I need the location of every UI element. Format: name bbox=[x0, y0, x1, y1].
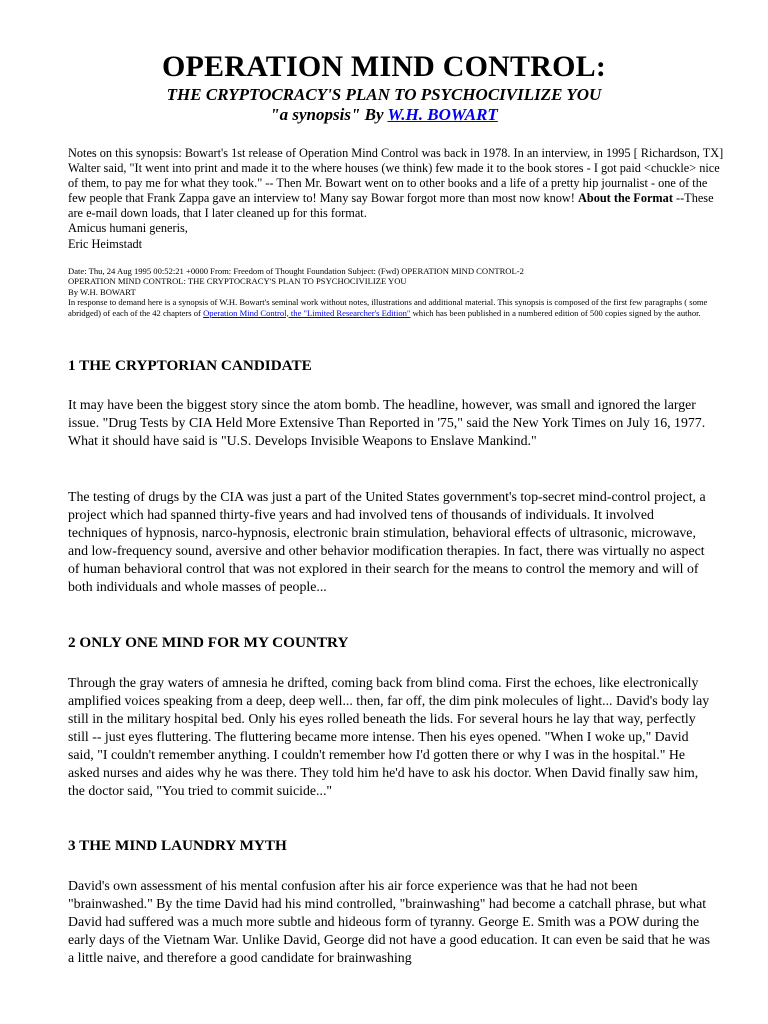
chapter-1-paragraph-2: The testing of drugs by the CIA was just a part of the United States government's top-secret mind-control project, a project which had spanned thirty-five years and had involved tens of thousands of individuals. It involved techniques of hypnosis, narco-hypnosis, electronic brain stimulation, behavioral effects of ultrasonic, microwave, and low-frequency sound, aversive and other behavior modification therapies. In fact, there was virtually no aspect of human behavioral control that was not explored in their search for the means to control the memory and will of both individuals and whole masses of people... bbox=[68, 489, 706, 594]
email-header bbox=[68, 266, 728, 318]
document-subtitle: THE CRYPTOCRACY'S PLAN TO PSYCHOCIVILIZE YOU bbox=[166, 85, 602, 104]
author-link[interactable]: W.H. BOWART bbox=[387, 105, 498, 124]
notes-closing: Amicus humani generis, bbox=[68, 221, 188, 236]
intro-text-end: which has been published in a numbered edition of 500 copies signed by the author. bbox=[410, 307, 701, 318]
about-format-text: --These are e-mail down loads, that I later cleaned up for this format. bbox=[68, 191, 714, 221]
chapter-2-heading: 2 ONLY ONE MIND FOR MY COUNTRY bbox=[68, 634, 349, 651]
intro-text: In response to demand here is a synopsis of W.H. Bowart's seminal work without notes, illustrations and additional material. This synopsis is composed of the first few paragraphs ( some abridged) of each of the 42 chapters of bbox=[68, 297, 708, 318]
synopsis-prefix: "a synopsis" By bbox=[270, 105, 388, 124]
chapter-3-paragraph-1: David's own assessment of his mental confusion after his air force experience was that he had not been "brainwashed." By the time David had his mind controlled, "brainwashing" had become a catchall phrase, but what David had suffered was a much more subtle and hideous form of tyranny. George E. Smith was a POW during the early days of the Vietnam War. Unlike David, George did not have a good education. It can even be said that he was a little naive, and therefore a good candidate for brainwashing bbox=[68, 878, 710, 965]
synopsis-notes bbox=[68, 146, 728, 252]
email-header-line: Date: Thu, 24 Aug 1995 00:52:21 +0000 From: Freedom of Thought Foundation Subject: (Fwd) OPERATION MIND CONTROL-2 bbox=[68, 266, 524, 276]
notes-signature: Eric Heimstadt bbox=[68, 236, 143, 251]
email-header-intro bbox=[68, 297, 728, 318]
about-format-label: About the Format bbox=[577, 191, 673, 206]
chapter-1-heading: 1 THE CRYPTORIAN CANDIDATE bbox=[68, 357, 312, 374]
chapter-1-paragraph-1: It may have been the biggest story since the atom bomb. The headline, however, was small and ignored the larger issue. "Drug Tests by CIA Held More Extensive Than Reported in '75," said the New York Times on July 16, 1977. What it should have said is "U.S. Develops Invisible Weapons to Enslave Mankind." bbox=[68, 397, 706, 448]
notes-text: Notes on this synopsis: Bowart's 1st release of Operation Mind Control was back in 1978. In an interview, in 1995 [ Richardson, TX] Walter said, "It went into print and made it to the where houses (we think) few made it to the book stores - I got paid <chuckle> nice of them, to pay me for what they took." -- Then Mr. Bowart went on to other books and a life of a pretty hip journalist - one of the few people that Frank Zappa gave an interview to! Many say Bowar forgot more than most now know! bbox=[68, 146, 724, 206]
synopsis-byline bbox=[0, 105, 768, 125]
email-header-line: By W.H. BOWART bbox=[68, 286, 136, 297]
limited-edition-link[interactable]: Operation Mind Control, the "Limited Researcher's Edition" bbox=[203, 307, 411, 318]
chapter-3-heading: 3 THE MIND LAUNDRY MYTH bbox=[68, 837, 287, 854]
document-title: OPERATION MIND CONTROL: bbox=[161, 50, 607, 83]
notes-paragraph bbox=[68, 146, 728, 221]
email-header-line: OPERATION MIND CONTROL: THE CRYPTOCRACY'S PLAN TO PSYCHOCIVILIZE YOU bbox=[68, 276, 407, 287]
chapter-2-paragraph-1: Through the gray waters of amnesia he drifted, coming back from blind coma. First the echoes, like electronically amplified voices speaking from a deep, deep well... then, far off, the dim pink molecules of light... David's body lay still in the military hospital bed. Only his eyes rolled beneath the lids. For several hours he lay that way, perfectly still -- just eyes fluttering. The fluttering became more intense. Then his eyes opened. "When I woke up," David said, "I couldn't remember anything. I couldn't remember how I'd gotten there or why I was in the hospital." He asked nurses and aides why he was there. They told him he'd have to ask his doctor. When David finally saw him, the doctor said, "You tried to commit suicide..." bbox=[68, 675, 710, 798]
